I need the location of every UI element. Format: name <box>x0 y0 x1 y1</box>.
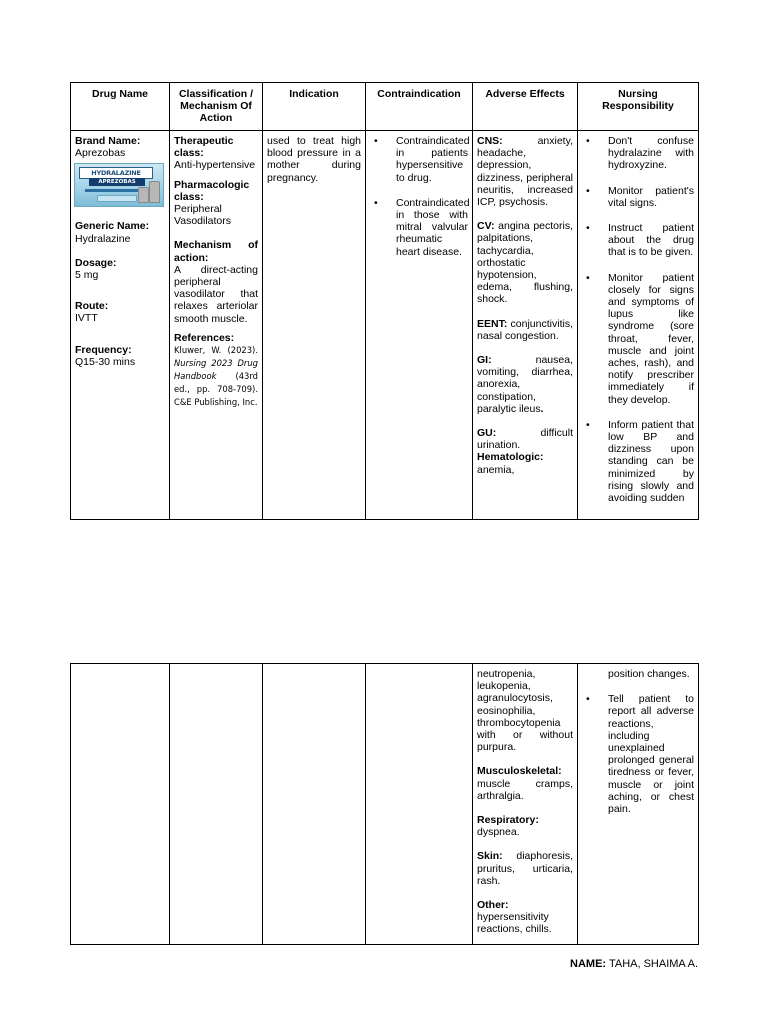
adverse-cv: CV: angina pectoris, palpitations, tachycardia, orthostatic hypotension, edema, flushing, shock. <box>477 220 573 306</box>
classification-cell <box>170 131 263 520</box>
header-nursing-responsibility: Nursing Responsibility <box>578 83 699 131</box>
pharmacologic-class-value: Peripheral Vasodilators <box>174 203 232 228</box>
contraindication-cell-empty <box>366 664 473 945</box>
bullet-icon: • <box>586 135 590 147</box>
dosage-label: Dosage: <box>75 256 117 269</box>
contraindication-cell <box>366 131 473 520</box>
bullet-icon: • <box>586 222 590 235</box>
reference-details: (43rd ed., pp. 708-709). C&E Publishing, Inc. <box>174 371 258 408</box>
route-value: IVTT <box>75 312 98 325</box>
bullet-icon: • <box>374 135 378 147</box>
bullet-icon: • <box>586 693 590 706</box>
reference-authors: Kluwer, W. (2023). <box>174 345 258 356</box>
nursing-item: • Inform patient that low BP and dizziness upon standing can be minimized by rising slowly and avoiding sudden <box>586 418 694 505</box>
indication-cell-empty <box>263 664 366 945</box>
pharmacologic-class-label: Pharmacologic class: <box>174 178 250 203</box>
therapeutic-class-value: Anti-hypertensive <box>174 159 256 172</box>
nursing-item: • Instruct patient about the drug that is to be given. <box>586 222 694 259</box>
brand-name-value: Aprezobas <box>75 147 126 160</box>
adverse-gi: GI: nausea, vomiting, diarrhea, anorexia, constipation, paralytic ileus. <box>477 354 573 415</box>
name-label: NAME: <box>570 958 607 970</box>
adverse-eent: EENT: conjunctivitis, nasal congestion. <box>477 317 573 342</box>
package-label-hydralazine: HYDRALAZINE <box>79 167 153 179</box>
drug-package-image <box>74 163 164 207</box>
package-stripe <box>85 189 145 192</box>
adverse-cns: CNS: anxiety, headache, depression, dizziness, peripheral neuritis, increased ICP, psychosis. <box>477 135 573 209</box>
mechanism-value: A direct-acting peripheral vasodilator that relaxes arteriolar smooth muscle. <box>174 263 258 325</box>
frequency-value: Q15-30 mins <box>75 355 136 368</box>
route-label: Route: <box>75 300 109 313</box>
drug-row <box>71 131 699 520</box>
vial-icon <box>149 181 160 203</box>
indication-text: used to treat high blood pressure in a mother during pregnancy. <box>267 135 361 184</box>
drug-name-cell <box>71 131 170 520</box>
classification-cell-empty <box>170 664 263 945</box>
continued-row <box>71 664 699 945</box>
adverse-hematologic: Hematologic: anemia, <box>477 451 544 476</box>
bullet-icon: • <box>586 271 590 284</box>
header-contraindication: Contraindication <box>366 83 473 131</box>
references-label: References: <box>174 331 235 344</box>
header-drug-name: Drug Name <box>71 83 170 131</box>
generic-name-label: Generic Name: <box>75 220 150 233</box>
contraindication-item: • Contraindicated in patients hypersensitive to drug. <box>374 135 470 184</box>
drug-study-table-continued <box>70 663 699 945</box>
mechanism-label: Mechanism of action: <box>174 239 258 264</box>
adverse-skin: Skin: diaphoresis, pruritus, urticaria, rash. <box>477 850 573 887</box>
frequency-label: Frequency: <box>75 343 132 356</box>
nursing-item: • Monitor patient's vital signs. <box>586 184 694 209</box>
nursing-responsibility-cell <box>578 131 699 520</box>
vial-icon <box>138 187 149 203</box>
reference-citation <box>174 344 258 409</box>
student-name-footer <box>570 958 698 971</box>
nursing-item: • Tell patient to report all adverse reactions, including unexplained prolonged general tiredness or fever, muscle or joint aching, or chest pain. <box>586 693 694 816</box>
adverse-effects-cell <box>473 131 578 520</box>
generic-name-value: Hydralazine <box>75 232 131 245</box>
reference-title: Nursing 2023 Drug Handbook <box>174 358 258 382</box>
adverse-other: Other: hypersensitivity reactions, chills. <box>477 899 552 936</box>
brand-name-label: Brand Name: <box>75 135 141 147</box>
dosage-value: 5 mg <box>75 269 99 282</box>
header-adverse-effects: Adverse Effects <box>473 83 578 131</box>
adverse-respiratory: Respiratory: dyspnea. <box>477 814 539 839</box>
bullet-icon: • <box>586 418 590 431</box>
nursing-item: • Don't confuse hydralazine with hydroxyzine. <box>586 135 694 172</box>
therapeutic-class-label: Therapeutic class: <box>174 135 234 160</box>
header-indication: Indication <box>263 83 366 131</box>
contraindication-item: • Contraindicated in those with mitral valvular rheumatic heart disease. <box>374 196 470 258</box>
package-sublabel <box>97 195 137 202</box>
indication-cell <box>263 131 366 520</box>
nursing-responsibility-cell-continued <box>578 664 699 945</box>
nursing-continuation: position changes. <box>608 668 690 680</box>
adverse-musculoskeletal: Musculoskeletal: muscle cramps, arthralgia. <box>477 765 573 802</box>
package-label-aprezobas: APREZOBAS <box>89 178 145 186</box>
drug-name-cell-empty <box>71 664 170 945</box>
nursing-item: • Monitor patient closely for signs and symptoms of lupus like syndrome (sore throat, fever, muscle and joint aches, rash), and notify prescriber immediately if they develop. <box>586 271 694 406</box>
adverse-effects-cell-continued <box>473 664 578 945</box>
adverse-hematologic-continued: neutropenia, leukopenia, agranulocytosis, eosinophilia, thrombocytopenia with or without purpura. <box>477 668 573 754</box>
adverse-gu: GU: difficult urination. <box>477 427 573 452</box>
bullet-icon: • <box>374 196 378 209</box>
name-value: TAHA, SHAIMA A. <box>608 958 698 970</box>
header-classification: Classification / Mechanism Of Action <box>170 83 263 131</box>
bullet-icon: • <box>586 184 590 197</box>
drug-study-table <box>70 82 699 520</box>
header-row <box>71 83 699 131</box>
